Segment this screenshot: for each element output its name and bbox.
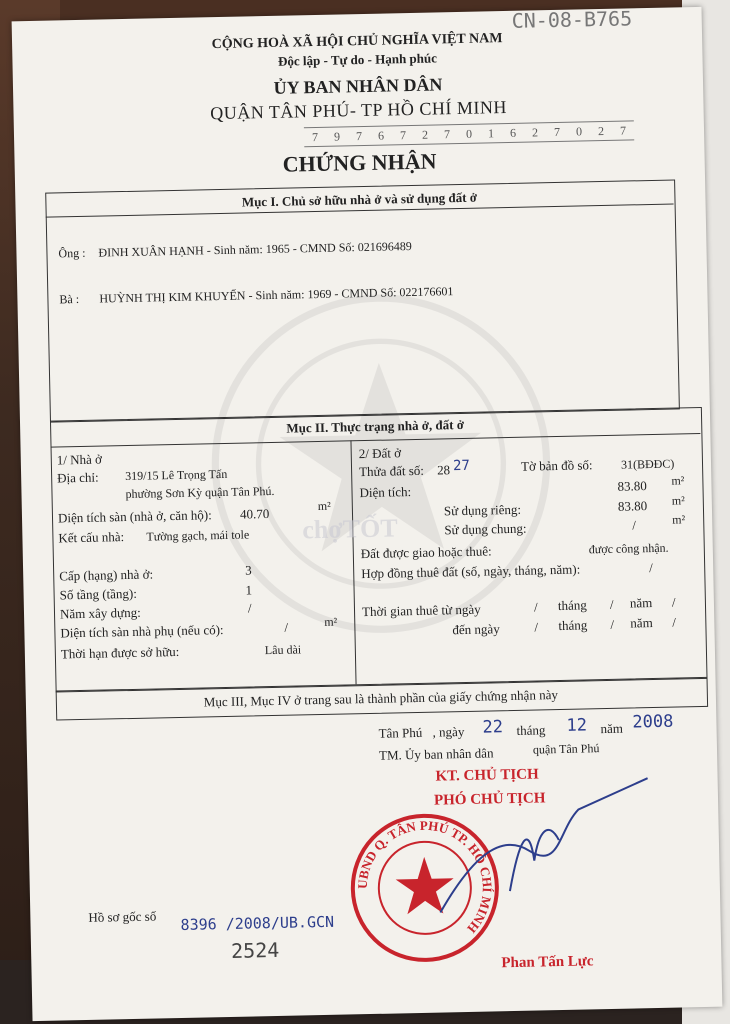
shared-use-label: Sử dụng chung: [444,520,527,538]
vice-chairman: PHÓ CHỦ TỊCH [433,790,546,809]
structure-label: Kết cấu nhà: [58,529,125,546]
owner-2-prefix: Bà : [59,291,80,307]
private-use-label: Sử dụng riêng: [443,501,522,519]
section-1-title: Mục I. Chủ sở hữu nhà ở và sử dụng đất ở [241,189,478,210]
assign-label: Đất được giao hoặc thuê: [360,543,492,562]
shared-use-unit: m² [672,512,686,527]
lease-to-label: đến ngày [452,621,500,638]
signing-month: 12 [566,715,588,736]
signing-year: 2008 [632,711,674,733]
seal-text: UBND Q. TÂN PHÚ TP. HỒ CHÍ MINH [354,817,496,936]
floors-value: 1 [245,582,253,598]
aux-area-unit: m² [324,614,338,629]
certificate-sheet [12,7,723,1021]
corner-handwritten-note: CN-08-B765 [511,6,633,33]
document-title: CHỨNG NHẬN [282,148,437,177]
floor-area-unit: m² [317,498,331,514]
lease-from-year-label: năm [629,595,653,611]
lease-from-year-slash: / [671,594,676,610]
grade-value: 3 [244,562,252,578]
record-label: Hồ sơ gốc số [88,908,157,925]
map-label: Tờ bản đồ số: [520,457,593,474]
aux-area-value: / [284,619,289,635]
assign-value: được công nhận. [588,540,669,557]
aux-area-label: Diện tích sàn nhà phụ (nếu có): [60,622,224,641]
land-area-label: Diện tích: [359,484,412,501]
lease-to-month-slash: / [610,616,615,632]
footer-note: Mục III, Mục IV ở trang sau là thành phần của giấy chứng nhận này [203,687,559,710]
floor-area-value: 40.70 [239,506,270,522]
address-label: Địa chỉ: [57,469,99,486]
chotot-watermark: chợTỐT [302,513,398,545]
land-area-unit: m² [671,473,685,488]
district: QUẬN TÂN PHÚ- TP HỒ CHÍ MINH [210,96,508,124]
serial-number: 7 9 7 6 7 2 7 0 1 6 2 7 0 2 7 [304,120,634,147]
lease-contract-label: Hợp đồng thuê đất (số, ngày, tháng, năm): [361,561,581,582]
record-handwritten-number: 2524 [230,937,280,963]
floor-area-label: Diện tích sàn (nhà ở, căn hộ): [57,507,212,526]
term-label: Thời hạn được sở hữu: [60,643,180,662]
motto: Độc lập - Tự do - Hạnh phúc [277,50,438,69]
lease-from-month-label: tháng [557,597,587,614]
owner-1: ĐINH XUÂN HẠNH - Sinh năm: 1965 - CMND Số: 021696489 [98,239,412,260]
signing-year-label: năm [600,720,624,737]
structure-value: Tường gạch, mái tole [146,527,250,544]
district-name: quận Tân Phú [532,741,600,757]
lease-to-day-slash: / [534,619,539,635]
lease-to-month-label: tháng [558,617,588,634]
address-line-2: phường Sơn Kỳ quận Tân Phú. [125,483,275,502]
plot-value: 28 [436,462,451,478]
signing-month-label: tháng [516,722,546,738]
term-value: Lâu dài [264,642,302,658]
lease-from-month-slash: / [609,596,614,612]
signer-name: Phan Tấn Lực [501,953,594,972]
on-behalf-label: TM. Ủy ban nhân dân [378,745,494,763]
floors-label: Số tầng (tầng): [59,585,138,603]
nation-title: CỘNG HOÀ XÃ HỘI CHỦ NGHĨA VIỆT NAM [211,31,503,53]
shared-use-value: / [632,517,637,533]
signing-day: 22 [482,717,504,738]
lease-to-year-label: năm [630,615,653,631]
owner-2: HUỲNH THỊ KIM KHUYẾN - Sinh năm: 1969 - CMND Số: 022176601 [99,284,454,306]
land-heading: 2/ Đất ở [358,445,402,462]
address-line-1: 319/15 Lê Trọng Tấn [125,466,228,484]
private-use-unit: m² [671,493,685,508]
signature-strokes [407,768,670,923]
lease-from-label: Thời gian thuê từ ngày [361,601,481,620]
plot-label: Thửa đất số: [358,462,425,480]
grade-label: Cấp (hạng) nhà ở: [59,566,154,584]
lease-from-day-slash: / [533,599,538,615]
land-area-value: 83.80 [617,478,647,494]
private-use-value: 83.80 [617,498,648,514]
record-number: 8396 /2008/UB.GCN [180,912,335,934]
agency: ỦY BAN NHÂN DÂN [273,74,443,98]
signing-day-label: , ngày [432,724,465,740]
lease-contract-value: / [649,560,653,576]
house-heading: 1/ Nhà ở [56,451,103,468]
plot-handwritten: 27 [452,457,471,475]
kt-chairman: KT. CHỦ TỊCH [435,766,539,785]
year-built-value: / [247,600,252,616]
map-value: 31(BĐĐC) [620,456,675,472]
signing-place: Tân Phú [378,724,423,741]
owner-1-prefix: Ông : [58,245,86,261]
year-built-label: Năm xây dựng: [59,604,141,622]
section-2-title: Mục II. Thực trạng nhà ở, đất ở [286,416,465,436]
lease-to-year-slash: / [672,614,677,630]
